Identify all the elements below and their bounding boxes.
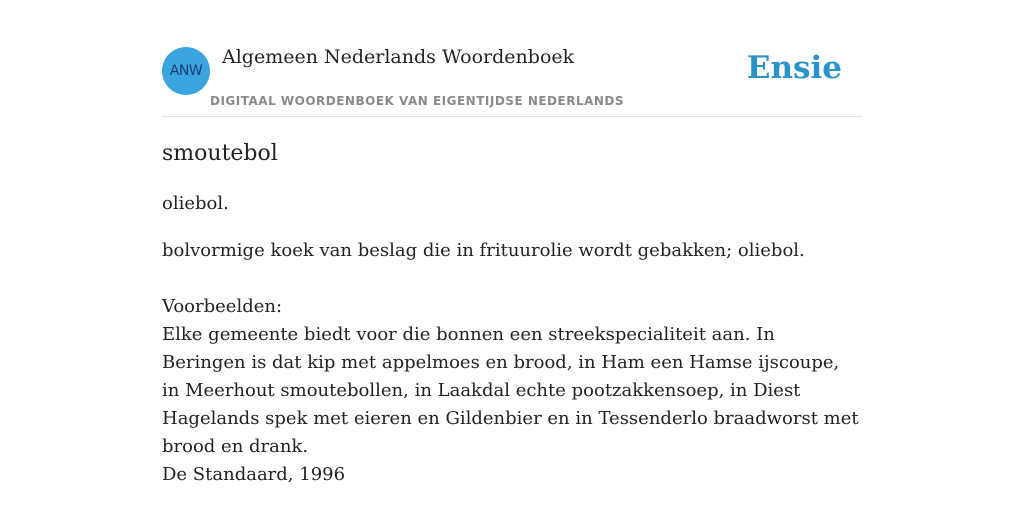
example-source: De Standaard, 1996 — [162, 464, 346, 485]
definition: bolvormige koek van beslag die in frituurolie wordt gebakken; oliebol. — [162, 240, 805, 261]
anw-logo[interactable] — [162, 47, 210, 95]
examples-label: Voorbeelden: — [162, 296, 283, 317]
example-text: Elke gemeente biedt voor die bonnen een streekspecialiteit aan. In Beringen is dat kip met appelmoes en brood, in Ham een Hamse ijscoupe, in Meerhout smoutebollen, in Laakdal echte pootzakkensoep, in Diest Hagelands spek met eieren en Gildenbier en in Tessenderlo braadworst met brood en drank. — [162, 324, 859, 457]
ensie-brand-logo[interactable]: Ensie — [746, 50, 842, 86]
synonym: oliebol. — [162, 193, 229, 214]
entry-content — [162, 138, 862, 489]
site-title[interactable]: Algemeen Nederlands Woordenboek — [222, 46, 575, 68]
site-subtitle: DIGITAAL WOORDENBOEK VAN EIGENTIJDSE NEDERLANDS — [210, 94, 625, 108]
anw-logo-text: ANW — [169, 63, 203, 79]
headword: smoutebol — [162, 141, 278, 166]
site-header — [162, 40, 862, 117]
